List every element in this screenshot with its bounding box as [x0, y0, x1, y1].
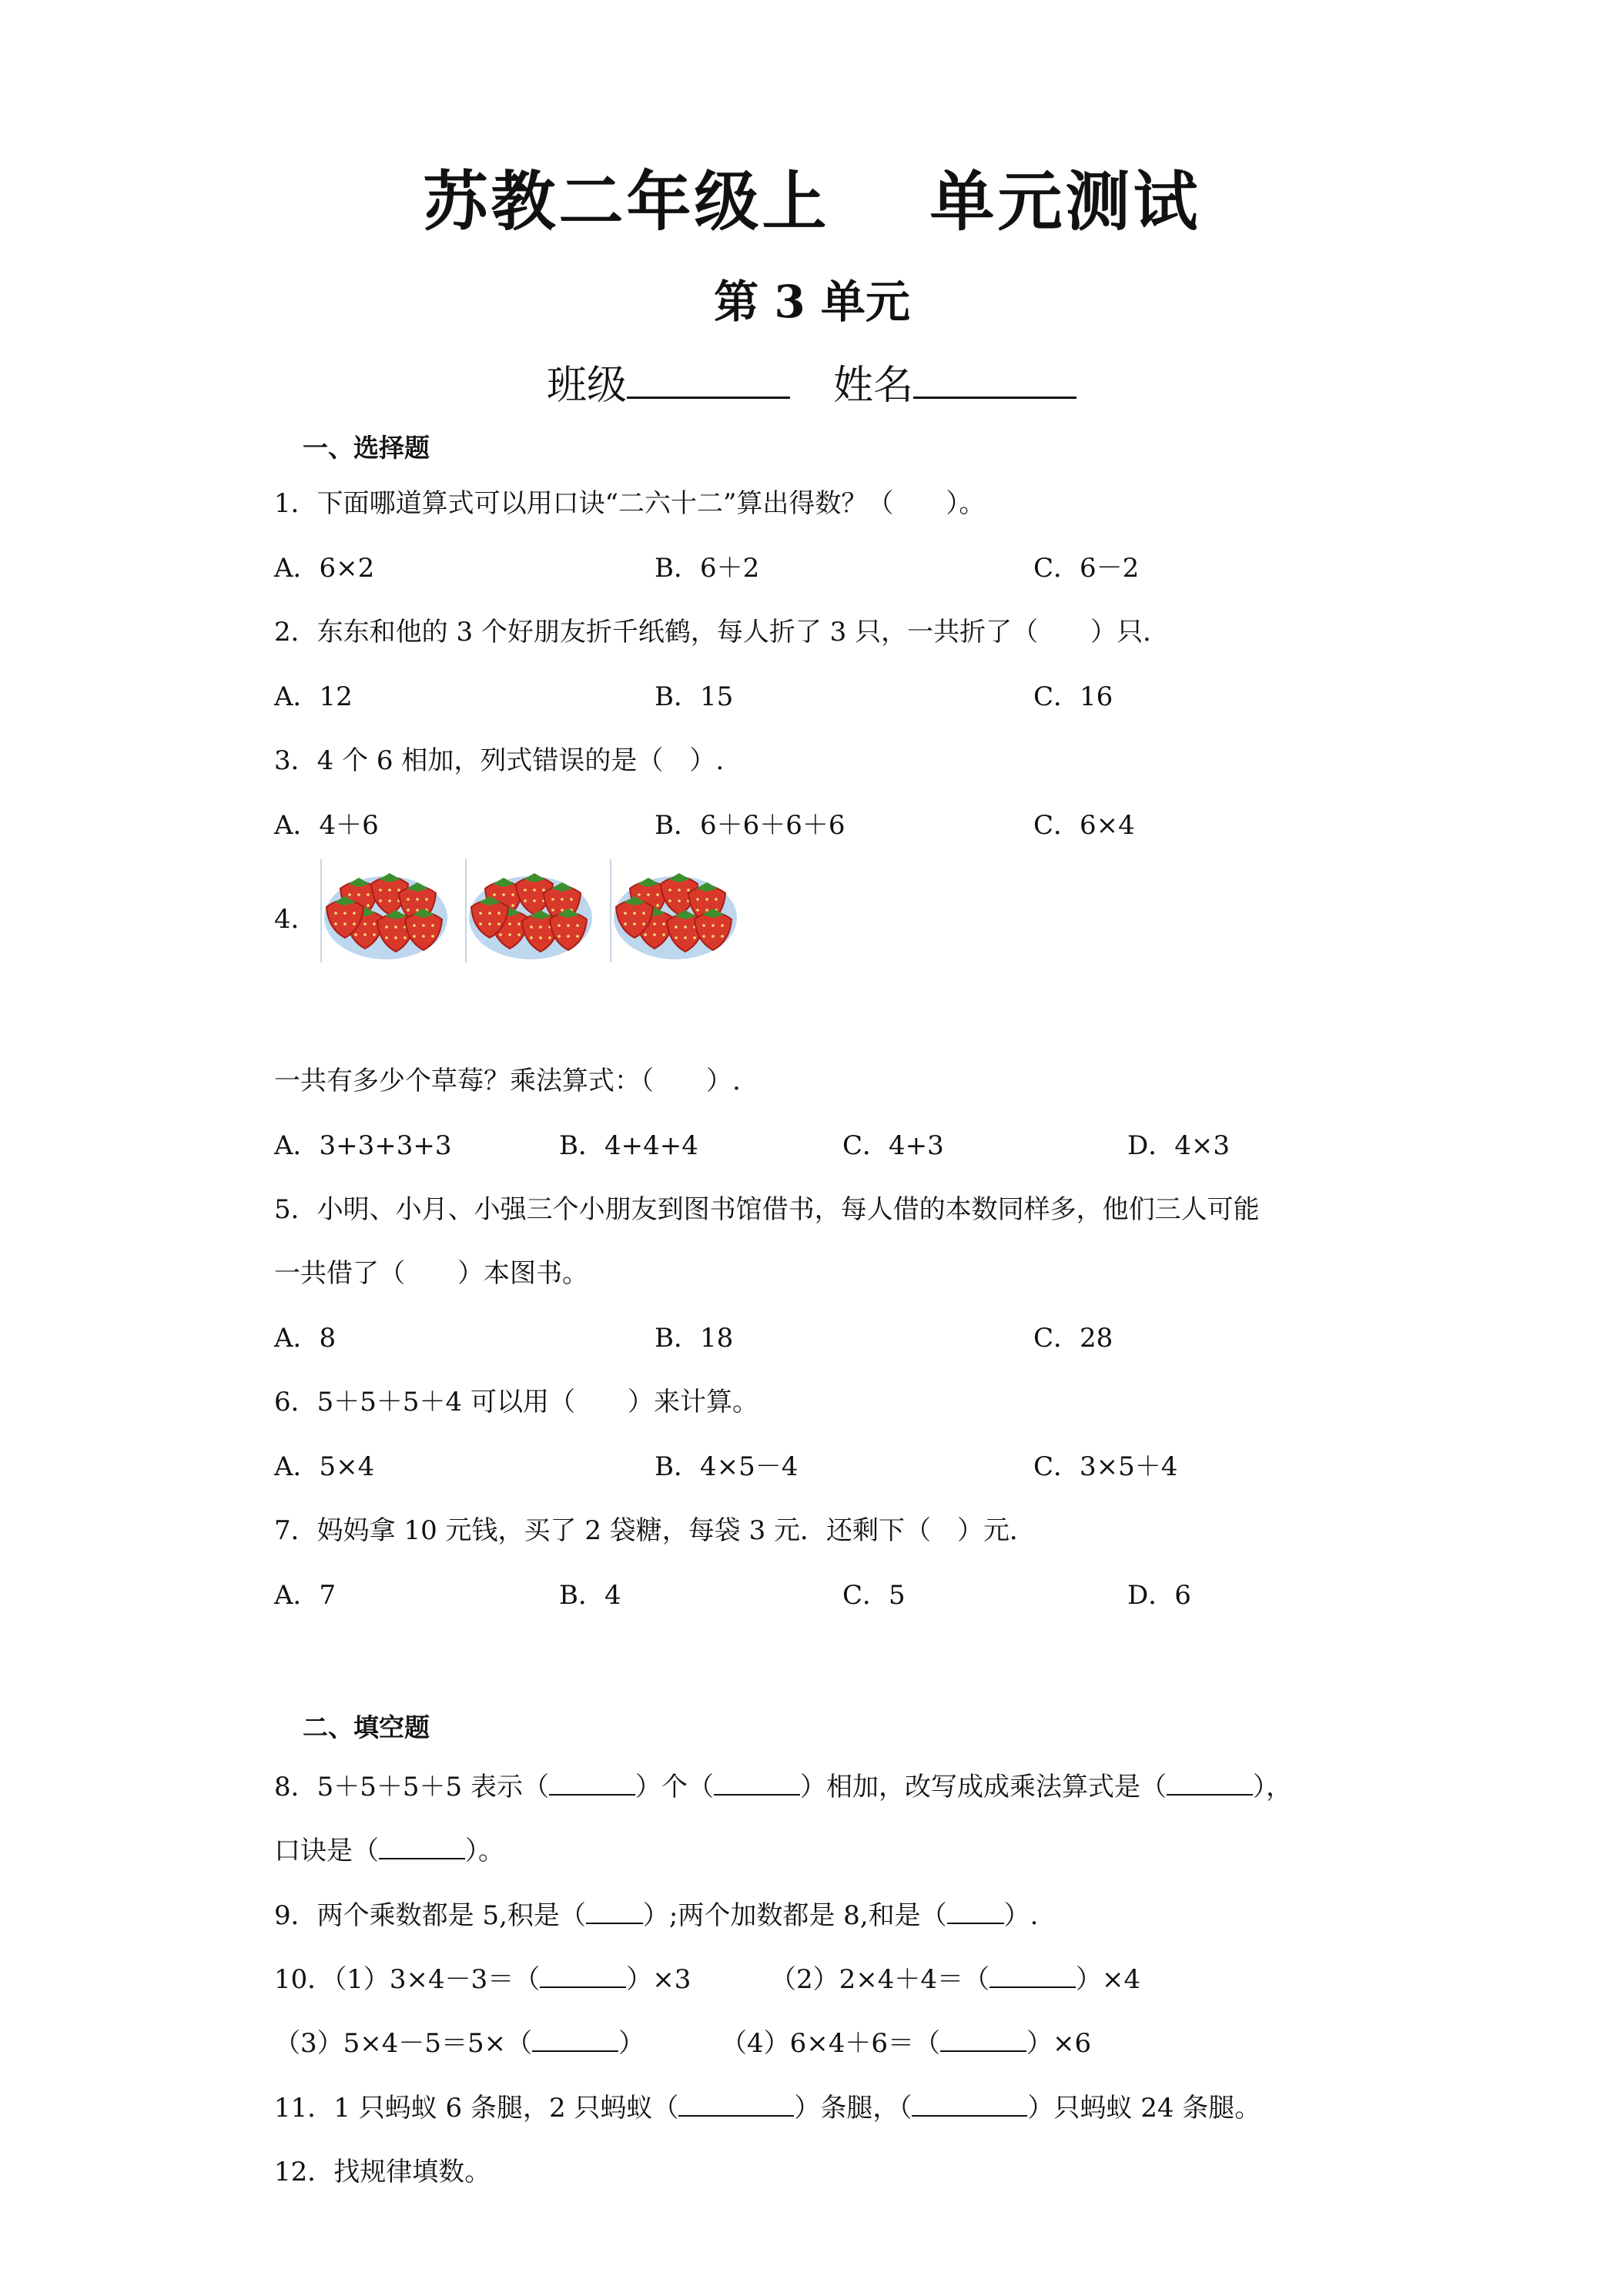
q8-blank-3[interactable] [1167, 1771, 1253, 1796]
q4-option-a[interactable]: A．3+3+3+3 [274, 1130, 452, 1161]
q6-option-c[interactable]: C．3×5＋4 [1033, 1451, 1178, 1482]
q8-blank-4[interactable] [379, 1835, 465, 1859]
q10-1-text-a: 10．（1）3×4－3＝（ [274, 1964, 541, 1995]
question-4-text: 一共有多少个草莓？乘法算式：（ ）. [274, 1066, 741, 1096]
q10-1-text-b: ）×3 [626, 1964, 691, 1995]
q3-option-a[interactable]: A．4＋6 [274, 810, 379, 841]
question-5-line-1: 5．小明、小月、小强三个小朋友到图书馆借书，每人借的本数同样多，他们三人可能 [274, 1194, 1260, 1225]
q10-4-text-a: （4）6×4＋6＝（ [721, 2028, 941, 2059]
q6-option-b[interactable]: B．4×5－4 [655, 1451, 799, 1482]
q10-2-text-a: （2）2×4＋4＝（ [770, 1964, 990, 1995]
title-test: 单元测试 [929, 164, 1201, 239]
strawberry-group-icon [611, 859, 739, 962]
class-label: 班级 [547, 363, 628, 409]
q7-option-a[interactable]: A．7 [274, 1580, 337, 1611]
q5-option-a[interactable]: A．8 [274, 1323, 337, 1354]
class-blank[interactable] [627, 360, 790, 399]
q8-blank-2[interactable] [714, 1771, 800, 1796]
question-3: 3．4 个 6 相加，列式错误的是（ ）. [274, 745, 725, 776]
section-choice-heading: 一、选择题 [303, 433, 430, 463]
q3-option-c[interactable]: C．6×4 [1033, 810, 1135, 841]
question-6: 6．5＋5＋5＋4 可以用（ ）来计算。 [274, 1387, 758, 1417]
question-10-part-4 [721, 2022, 1091, 2060]
q10-4-blank[interactable] [940, 2027, 1026, 2052]
q11-blank-1[interactable] [678, 2092, 794, 2117]
q10-2-blank[interactable] [989, 1963, 1076, 1988]
q8-text-b: ）个（ [635, 1772, 714, 1802]
q11-text-a: 11．1 只蚂蚁 6 条腿，2 只蚂蚁（ [274, 2093, 679, 2124]
q6-option-a[interactable]: A．5×4 [274, 1451, 375, 1482]
q11-blank-2[interactable] [912, 2092, 1027, 2117]
q4-option-d[interactable]: D．4×3 [1127, 1130, 1231, 1161]
student-info [547, 353, 1077, 410]
q7-option-c[interactable]: C．5 [842, 1580, 906, 1611]
name-label: 姓名 [833, 363, 914, 409]
q8-text-a: 8．5＋5＋5＋5 表示（ [274, 1772, 549, 1802]
question-7: 7．妈妈拿 10 元钱，买了 2 袋糖，每袋 3 元．还剩下（ ）元． [274, 1515, 1036, 1546]
question-5-line-2: 一共借了（ ）本图书。 [274, 1258, 588, 1289]
question-8-line-2 [274, 1829, 504, 1867]
q9-text-a: 9．两个乘数都是 5,积是（ [274, 1900, 586, 1931]
q2-option-c[interactable]: C．16 [1033, 681, 1113, 712]
name-blank[interactable] [913, 360, 1077, 399]
q10-1-blank[interactable] [540, 1963, 626, 1988]
q8-text-f: ）。 [465, 1836, 504, 1866]
q5-option-c[interactable]: C．28 [1033, 1323, 1113, 1354]
q4-option-b[interactable]: B．4+4+4 [559, 1130, 698, 1161]
strawberry-plate-3 [610, 859, 739, 962]
q8-text-d: ）， [1252, 1772, 1292, 1802]
q5-option-b[interactable]: B．18 [655, 1323, 734, 1354]
q8-blank-1[interactable] [549, 1771, 635, 1796]
q10-4-text-b: ）×6 [1026, 2028, 1092, 2059]
q9-text-b: ）;两个加数都是 8,和是（ [642, 1900, 947, 1931]
q11-text-c: ）只蚂蚁 24 条腿。 [1027, 2093, 1261, 2124]
q2-option-a[interactable]: A．12 [274, 681, 353, 712]
q8-text-c: ）相加，改写成成乘法算式是（ [799, 1772, 1167, 1802]
title-grade: 苏教二年级上 [423, 164, 830, 239]
strawberry-group-icon [322, 859, 450, 962]
question-10-part-2 [770, 1958, 1140, 1996]
q7-option-d[interactable]: D．6 [1127, 1580, 1191, 1611]
q1-option-b[interactable]: B．6＋2 [655, 553, 760, 584]
q8-text-e: 口诀是（ [274, 1836, 379, 1866]
strawberry-plate-1 [320, 859, 450, 962]
question-9 [274, 1894, 1038, 1932]
question-10-part-3 [274, 2022, 645, 2060]
question-8-line-1 [274, 1766, 1292, 1803]
q10-3-text-a: （3）5×4－5＝5×（ [274, 2028, 533, 2059]
q3-option-b[interactable]: B．6＋6＋6＋6 [655, 810, 845, 841]
q2-option-b[interactable]: B．15 [655, 681, 734, 712]
q1-option-a[interactable]: A．6×2 [274, 553, 375, 584]
q1-option-c[interactable]: C．6－2 [1033, 553, 1140, 584]
q9-blank-2[interactable] [947, 1899, 1004, 1924]
q9-text-c: ）. [1003, 1900, 1039, 1931]
section-fill-heading: 二、填空题 [303, 1712, 430, 1742]
strawberry-plate-2 [465, 859, 594, 962]
question-10-part-1 [274, 1958, 691, 1996]
q10-3-text-b: ） [618, 2028, 645, 2059]
page-title [0, 150, 1624, 243]
q9-blank-1[interactable] [586, 1899, 643, 1924]
question-1: 1．下面哪道算式可以用口诀“二六十二”算出得数？（ ）。 [274, 488, 986, 519]
question-2: 2．东东和他的 3 个好朋友折千纸鹤，每人折了 3 只，一共折了（ ）只． [274, 617, 1170, 648]
question-11 [274, 2087, 1261, 2124]
q7-option-b[interactable]: B．4 [559, 1580, 621, 1611]
q10-3-blank[interactable] [532, 2027, 618, 2052]
q11-text-b: ）条腿，（ [794, 2093, 912, 2124]
strawberry-group-icon [467, 859, 594, 962]
q4-option-c[interactable]: C．4+3 [842, 1130, 944, 1161]
q10-2-text-b: ）×4 [1076, 1964, 1141, 1995]
unit-subtitle: 第 3 单元 [714, 276, 910, 328]
question-4-number: 4． [274, 904, 317, 935]
question-12: 12．找规律填数。 [274, 2157, 491, 2187]
